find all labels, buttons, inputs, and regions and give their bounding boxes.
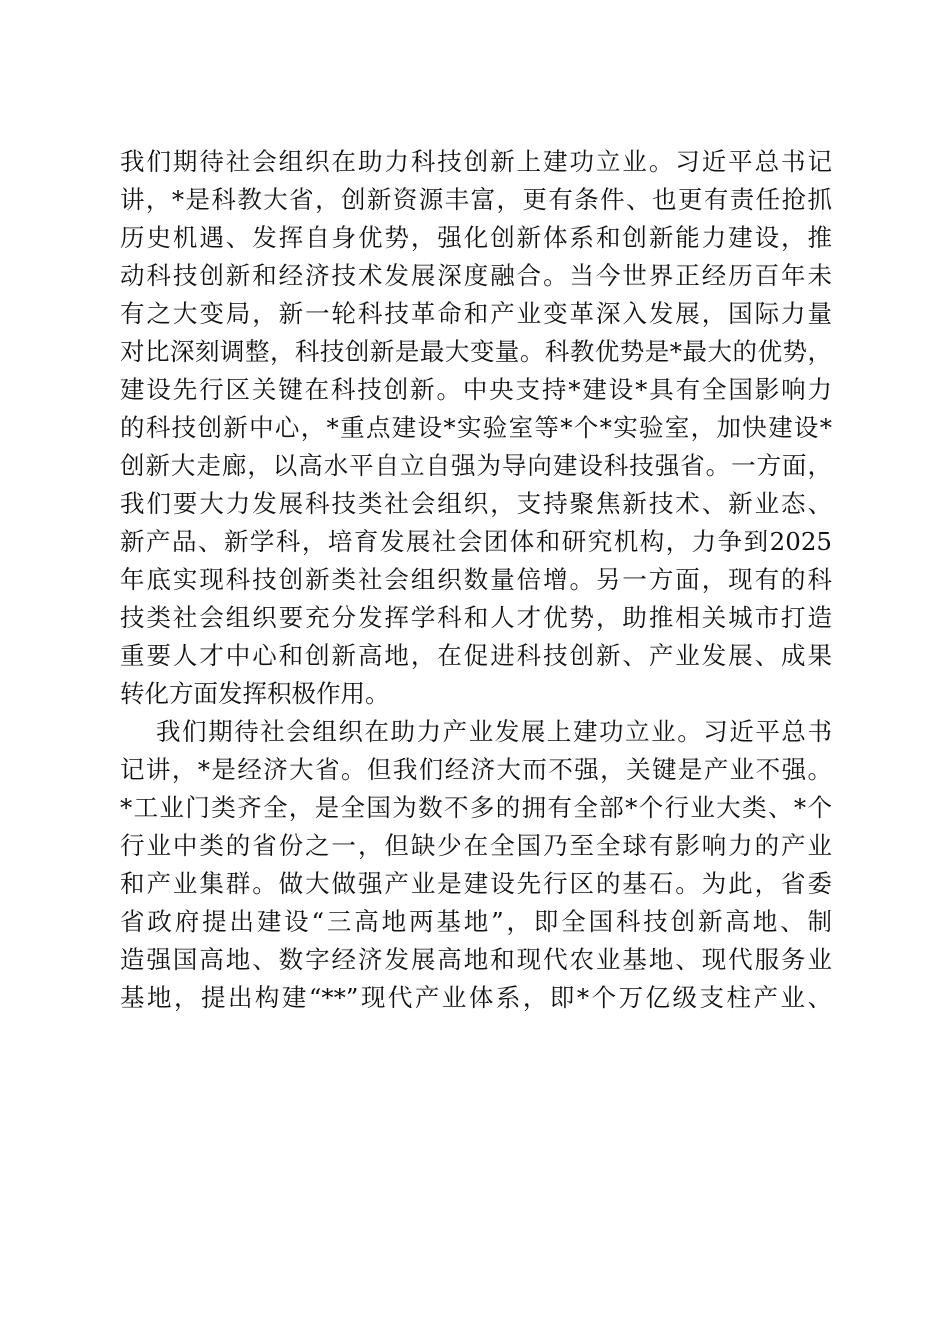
paragraph-line: 对比深刻调整，科技创新是最大变量。科教优势是*最大的优势， [120,337,832,366]
paragraph-2 [120,713,832,1017]
paragraph-line: 建设先行区关键在科技创新。中央支持*建设*具有全国影响力 [120,375,832,404]
document-body [120,143,832,1017]
paragraph-line: 基地，提出构建“**”现代产业体系，即*个万亿级支柱产业、 [120,983,832,1012]
paragraph-line: 有之大变局，新一轮科技革命和产业变革深入发展，国际力量 [120,299,832,328]
paragraph-line: 转化方面发挥积极作用。 [120,679,390,708]
paragraph-line: 创新大走廊，以高水平自立自强为导向建设科技强省。一方面， [120,451,832,480]
paragraph-line: 省政府提出建设“三高地两基地”，即全国科技创新高地、制 [120,907,832,936]
paragraph-line: 技类社会组织要充分发挥学科和人才优势，助推相关城市打造 [120,603,832,632]
paragraph-line: 年底实现科技创新类社会组织数量倍增。另一方面，现有的科 [120,565,832,594]
paragraph-line: 重要人才中心和创新高地，在促进科技创新、产业发展、成果 [120,641,832,670]
paragraph-line: 历史机遇、发挥自身优势，强化创新体系和创新能力建设，推 [120,223,832,252]
paragraph-line: 我们期待社会组织在助力产业发展上建功立业。习近平总书 [156,717,832,746]
paragraph-line: 我们要大力发展科技类社会组织，支持聚焦新技术、新业态、 [120,489,832,518]
paragraph-line: 新产品、新学科，培育发展社会团体和研究机构，力争到2025 [120,527,832,556]
paragraph-1 [120,143,832,713]
paragraph-line: 动科技创新和经济技术发展深度融合。当今世界正经历百年未 [120,261,832,290]
paragraph-line: 记讲，*是经济大省。但我们经济大而不强，关键是产业不强。 [120,755,832,784]
paragraph-line: 和产业集群。做大做强产业是建设先行区的基石。为此，省委 [120,869,832,898]
paragraph-line: 我们期待社会组织在助力科技创新上建功立业。习近平总书记 [120,147,832,176]
paragraph-line: 造强国高地、数字经济发展高地和现代农业基地、现代服务业 [120,945,832,974]
paragraph-line: 行业中类的省份之一，但缺少在全国乃至全球有影响力的产业 [120,831,832,860]
paragraph-line: *工业门类齐全，是全国为数不多的拥有全部*个行业大类、*个 [120,793,832,822]
paragraph-line: 讲，*是科教大省，创新资源丰富，更有条件、也更有责任抢抓 [120,185,832,214]
paragraph-line: 的科技创新中心，*重点建设*实验室等*个*实验室，加快建设* [120,413,832,442]
